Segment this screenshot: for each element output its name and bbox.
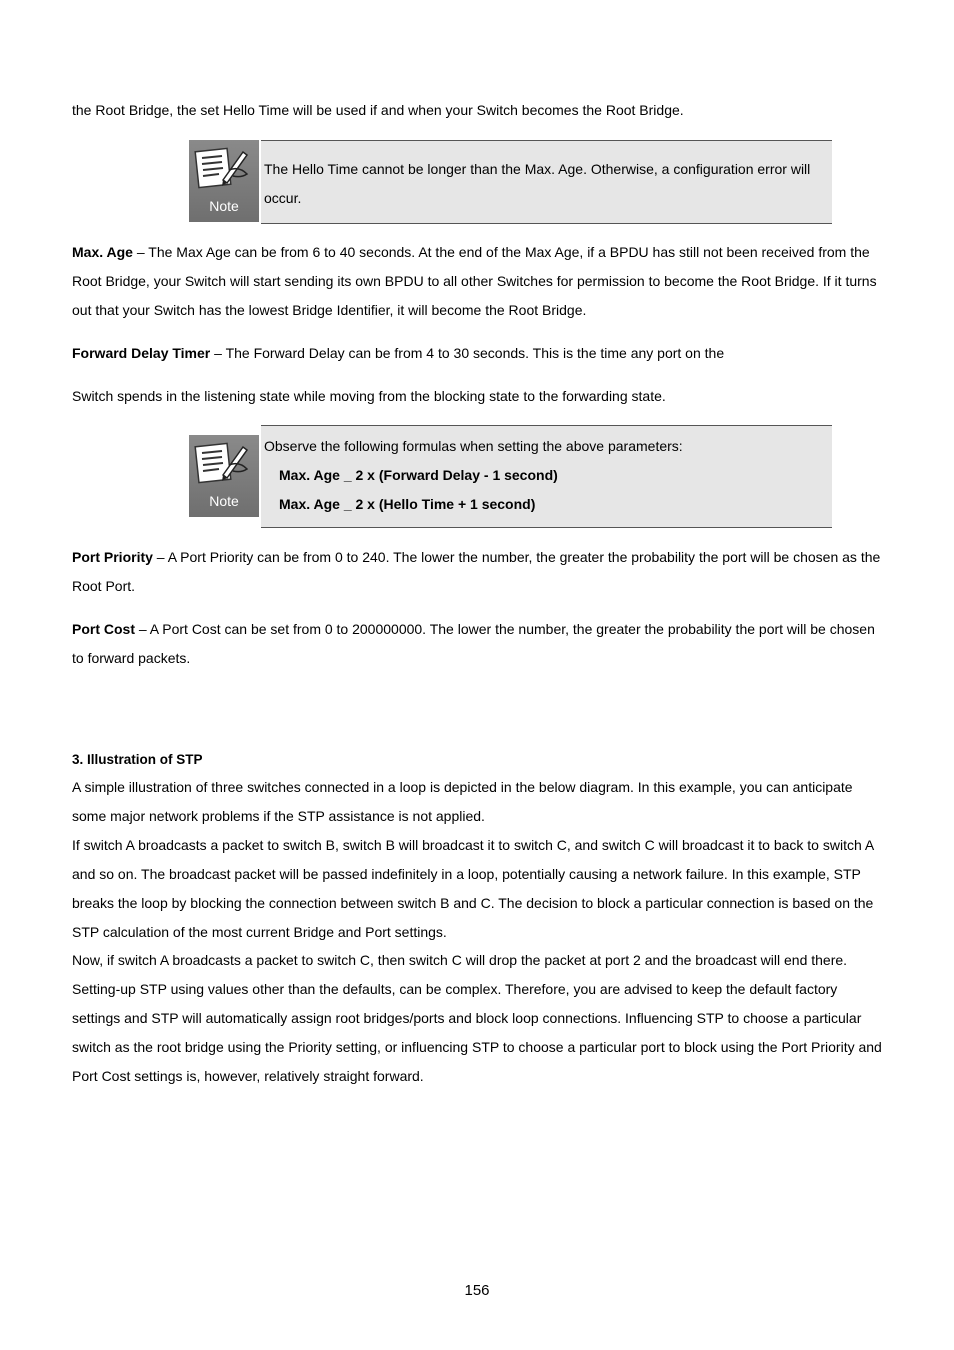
- port-cost-description: – A Port Cost can be set from 0 to 200000000. The lower the number, the greater the probability the port will be chosen to forward packets.: [72, 621, 875, 666]
- section-paragraph-1: A simple illustration of three switches connected in a loop is depicted in the below diagram. In this example, you can anticipate some major network problems if the STP assistance is not applied.: [72, 779, 853, 824]
- section-heading: 3. Illustration of STP: [72, 752, 203, 767]
- section-paragraph-2: If switch A broadcasts a packet to switch B, switch B will broadcast it to switch C, and switch C will broadcast it to back to switch A and so on. The broadcast packet will be passed indefinitely in a loop, potentially causing a network failure. In this example, STP breaks the loop by blocking the connection between switch B and C. The decision to block a particular connection is based on the STP calculation of the most current Bridge and Port settings.: [72, 837, 874, 940]
- note-text: The Hello Time cannot be longer than the Max. Age. Otherwise, a configuration error will occur.: [264, 161, 811, 206]
- note-intro-text: Observe the following formulas when setting the above parameters:: [264, 438, 683, 454]
- formula-hello-time: Max. Age _ 2 x (Hello Time + 1 second): [279, 496, 536, 512]
- forward-delay-continuation: Switch spends in the listening state while moving from the blocking state to the forwarding state.: [72, 388, 666, 404]
- max-age-paragraph: [72, 238, 886, 325]
- forward-delay-description: – The Forward Delay can be from 4 to 30 seconds. This is the time any port on the: [210, 345, 725, 361]
- term-forward-delay: Forward Delay Timer: [72, 345, 211, 361]
- note-icon: [189, 435, 259, 517]
- page-number: 156: [464, 1282, 490, 1299]
- note-icon: [189, 140, 259, 222]
- section-paragraph-3: Now, if switch A broadcasts a packet to switch C, then switch C will drop the packet at port 2 and the broadcast will end there. Setting-up STP using values other than the defaults, can be complex. Therefore, you are advised to keep the default factory settings and STP will automatically assign root bridges/ports and block loop connections. Influencing STP to choose a particular switch as the root bridge using the Priority setting, or influencing STP to choose a particular port to block using the Port Priority and Port Cost settings is, however, relatively straight forward.: [72, 952, 882, 1084]
- note-icon-label: Note: [209, 198, 239, 214]
- port-priority-paragraph: [72, 543, 886, 601]
- port-cost-paragraph: [72, 615, 886, 673]
- port-priority-description: – A Port Priority can be from 0 to 240. The lower the number, the greater the probability the port will be chosen as the Root Port.: [72, 549, 881, 594]
- note-icon-label: Note: [209, 493, 239, 509]
- note-hello-time: [189, 140, 832, 224]
- forward-delay-paragraph: [72, 339, 886, 368]
- term-max-age: Max. Age: [72, 244, 133, 260]
- formula-forward-delay: Max. Age _ 2 x (Forward Delay - 1 second): [279, 467, 558, 483]
- note-content-box: [261, 425, 832, 528]
- term-port-cost: Port Cost: [72, 621, 135, 637]
- intro-paragraph: the Root Bridge, the set Hello Time will be used if and when your Switch becomes the Root Bridge.: [72, 102, 684, 118]
- note-content-box: [261, 140, 832, 224]
- term-port-priority: Port Priority: [72, 549, 153, 565]
- note-formulas: [189, 425, 832, 529]
- max-age-description: – The Max Age can be from 6 to 40 seconds. At the end of the Max Age, if a BPDU has still not been received from the Root Bridge, your Switch will start sending its own BPDU to all other Switches for permission to become the Root Bridge. If it turns out that your Switch has the lowest Bridge Identifier, it will become the Root Bridge.: [72, 244, 877, 318]
